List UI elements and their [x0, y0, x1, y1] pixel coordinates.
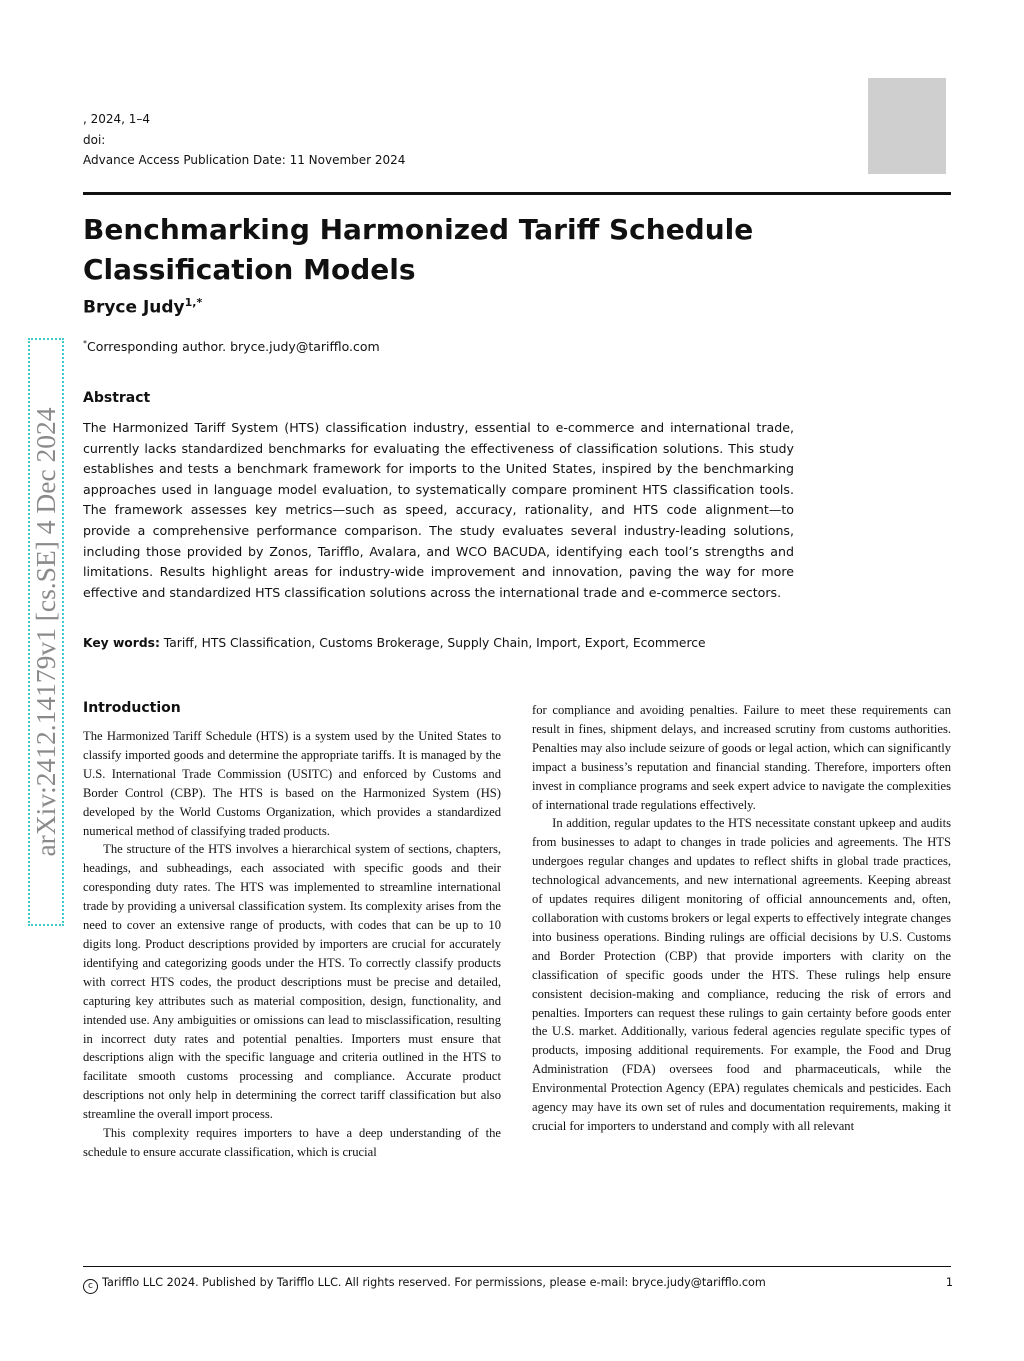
paragraph: for compliance and avoiding penalties. Failure to meet these requirements can result in fines, shipment delays, and increased scrutiny from customs authorities. Penalties may also include seizure of goods or legal action, which can significantly impact a business’s reputation and financial standing. Therefore, importers often invest in compliance programs and seek expert advice to navigate the complexities of international trade regulations effectively.: [532, 703, 951, 812]
citation-line: , 2024, 1–4: [83, 112, 151, 126]
abstract-heading: Abstract: [83, 390, 151, 406]
author-name: Bryce Judy: [83, 297, 185, 318]
keywords-text: Tariff, HTS Classification, Customs Brokerage, Supply Chain, Import, Export, Ecommerce: [163, 636, 706, 650]
paragraph: The structure of the HTS involves a hierarchical system of sections, chapters, headings, and subheadings, each associated with specific goods and their coresponding duty rates. The HTS was implemented to streamline international trade by providing a universal classification system. Its complexity arises from the need to cover an extensive range of products, with codes that can be up to 10 digits long. Product descriptions provided by importers are crucial for accurately identifying and categorizing goods under the HTS. To correctly classify products with correct HTS codes, the product descriptions must be precise and detailed, capturing key attributes such as material composition, design, functionality, and intended use. Any ambiguities or omissions can lead to misclassification, resulting in incorrect duty rates and potential penalties. Importers must ensure that descriptions align with the specific language and criteria outlined in the HTS to facilitate smooth customs processing and compliance. Accurate product descriptions not only help in determining the correct tariff classification but also streamline the overall import process.: [83, 842, 501, 1122]
paragraph: The Harmonized Tariff Schedule (HTS) is a system used by the United States to classify imported goods and determine the appropriate tariffs. It is managed by the U.S. International Trade Commission (USITC) and enforced by Customs and Border Control (CBP). The HTS is based on the Harmonized System (HS) developed by the World Customs Organization, which provides a standardized numerical method of classifying traded products.: [83, 729, 501, 838]
abstract-text: The Harmonized Tariff System (HTS) classification industry, essential to e-commerce and international trade, currently lacks standardized benchmarks for evaluating the effectiveness of classification solutions. This study establishes and tests a benchmark framework for imports to the United States, inspired by the benchmarking approaches used in language model evaluation, to systematically compare prominent HTS classification tools. The framework assesses key metrics—such as speed, accuracy, rationality, and HTS code alignment—to provide a comprehensive performance comparison. The study evaluates several industry-leading solutions, including those provided by Zonos, Tarifflo, Avalara, and WCO BACUDA, identifying each tool’s strengths and limitations. Results highlight areas for industry-wide improvement and innovation, paving the way for more effective and standardized HTS classification solutions across the international trade and e-commerce sectors.: [83, 420, 794, 600]
corresponding-mark: *: [83, 339, 87, 348]
footer-rule: [83, 1266, 951, 1267]
paper-title: Benchmarking Harmonized Tariff Schedule Classification Models: [83, 213, 754, 286]
author-line: [83, 296, 202, 318]
journal-logo-placeholder: [868, 78, 946, 174]
doi-line: doi:: [83, 132, 106, 147]
arxiv-identifier[interactable]: arXiv:2412.14179v1 [cs.SE] 4 Dec 2024: [30, 407, 61, 857]
copyright-icon: c: [83, 1279, 98, 1294]
page-number: 1: [945, 1276, 953, 1289]
paragraph: In addition, regular updates to the HTS necessitate constant upkeep and audits from businesses to adapt to changes in trade policies and agreements. The HTS undergoes regular changes and updates to reflect shifts in global trade practices, technological advancements, and new international agreements. Keeping abreast of updates requires diligent monitoring of official announcements and, often, collaboration with customs brokers or legal experts to effectively integrate changes into business operations. Binding rulings are official decisions by U.S. Customs and Border Protection (CBP) that provide importers with clarity on the classification of specific goods under the HTS. These rulings help ensure consistent decision-making and compliance, reducing the risk of errors and penalties. Importers can request these rulings to gain certainty before goods enter the U.S. market. Additionally, various federal agencies regulate specific types of products, imposing additional requirements. For example, the Food and Drug Administration (FDA) oversees food and pharmaceuticals, while the Environmental Protection Agency (EPA) regulates chemicals and pesticides. Each agency may have its own set of rules and documentation requirements, making it crucial for importers to understand and comply with all relevant: [532, 816, 951, 1133]
article-meta: [83, 109, 405, 171]
author-affiliation-marks: 1,*: [184, 296, 203, 309]
body-column-left: [83, 727, 501, 1162]
keywords-label: Key words:: [83, 636, 160, 650]
keywords-line: [83, 636, 706, 650]
copyright-text: Tarifflo LLC 2024. Published by Tarifflo LLC. All rights reserved. For permissions, please e-mail: bryce.judy@tarifflo.com: [102, 1276, 766, 1289]
corresponding-author-note: [83, 339, 380, 354]
access-date-line: Advance Access Publication Date: 11 November 2024: [83, 153, 406, 167]
corresponding-text: Corresponding author. bryce.judy@tarifflo.com: [87, 339, 380, 355]
paragraph: This complexity requires importers to have a deep understanding of the schedule to ensure accurate classification, which is crucial: [83, 1126, 501, 1159]
body-column-right: [532, 701, 951, 1136]
introduction-heading: Introduction: [83, 700, 181, 716]
page-footer: [83, 1276, 953, 1294]
header-rule: [83, 192, 951, 195]
